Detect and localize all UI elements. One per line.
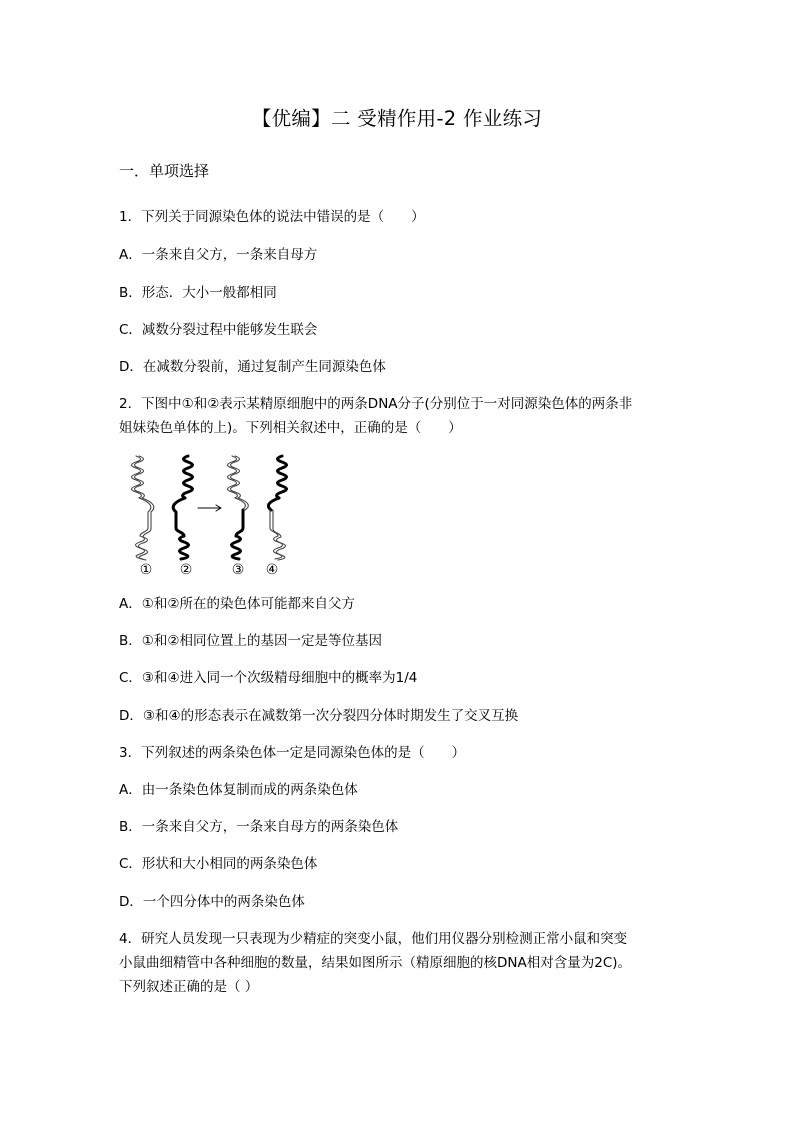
question-2-option-d: D．③和④的形态表示在减数第一次分裂四分体时期发生了交叉互换: [119, 708, 519, 724]
question-1-stem: 1．下列关于同源染色体的说法中错误的是（ ）: [119, 209, 425, 225]
question-2-option-c: C．③和④进入同一个次级精母细胞中的概率为1/4: [119, 670, 418, 686]
section-heading: 一．单项选择: [119, 162, 210, 180]
question-3-option-d: D．一个四分体中的两条染色体: [119, 894, 305, 910]
question-2-option-b: B．①和②相同位置上的基因一定是等位基因: [119, 633, 382, 649]
question-1-option-a: A．一条来自父方，一条来自母方: [119, 247, 318, 263]
dna-molecule-4: [268, 456, 286, 560]
dna-crossover-figure: [124, 452, 294, 578]
question-4-stem-line-2: 小鼠曲细精管中各种细胞的数量，结果如图所示（精原细胞的核DNA相对含量为2C)。: [119, 955, 632, 971]
question-2-option-a: A．①和②所在的染色体可能都来自父方: [119, 596, 355, 612]
question-3-option-b: B．一条来自父方，一条来自母方的两条染色体: [119, 819, 399, 835]
dna-molecule-2: [173, 456, 192, 559]
question-4-stem-line-3: 下列叙述正确的是（ ）: [119, 979, 259, 995]
question-1-option-b: B．形态．大小一般都相同: [119, 285, 277, 301]
dna-molecule-3: [228, 456, 249, 559]
figure-label-3: ③: [231, 562, 245, 578]
figure-label-4: ④: [265, 562, 279, 578]
arrow-icon: [198, 505, 221, 511]
figure-label-2: ②: [179, 562, 193, 578]
question-3-stem: 3．下列叙述的两条染色体一定是同源染色体的是（ ）: [119, 745, 466, 761]
question-1-option-d: D．在减数分裂前，通过复制产生同源染色体: [119, 359, 386, 375]
question-2-stem-line-2: 姐妹染色单体的上)。下列相关叙述中，正确的是（ ）: [119, 420, 462, 436]
figure-label-1: ①: [139, 562, 153, 578]
document-title: 【优编】二 受精作用-2 作业练习: [251, 107, 543, 130]
question-3-option-c: C．形状和大小相同的两条染色体: [119, 856, 318, 872]
question-4-stem-line-1: 4．研究人员发现一只表现为少精症的突变小鼠，他们用仪器分别检测正常小鼠和突变: [119, 931, 628, 947]
question-2-stem-line-1: 2．下图中①和②表示某精原细胞中的两条DNA分子(分别位于一对同源染色体的两条非: [119, 396, 633, 412]
question-1-option-c: C．减数分裂过程中能够发生联会: [119, 322, 318, 338]
dna-molecule-1: [132, 456, 154, 560]
question-3-option-a: A．由一条染色体复制而成的两条染色体: [119, 782, 358, 798]
